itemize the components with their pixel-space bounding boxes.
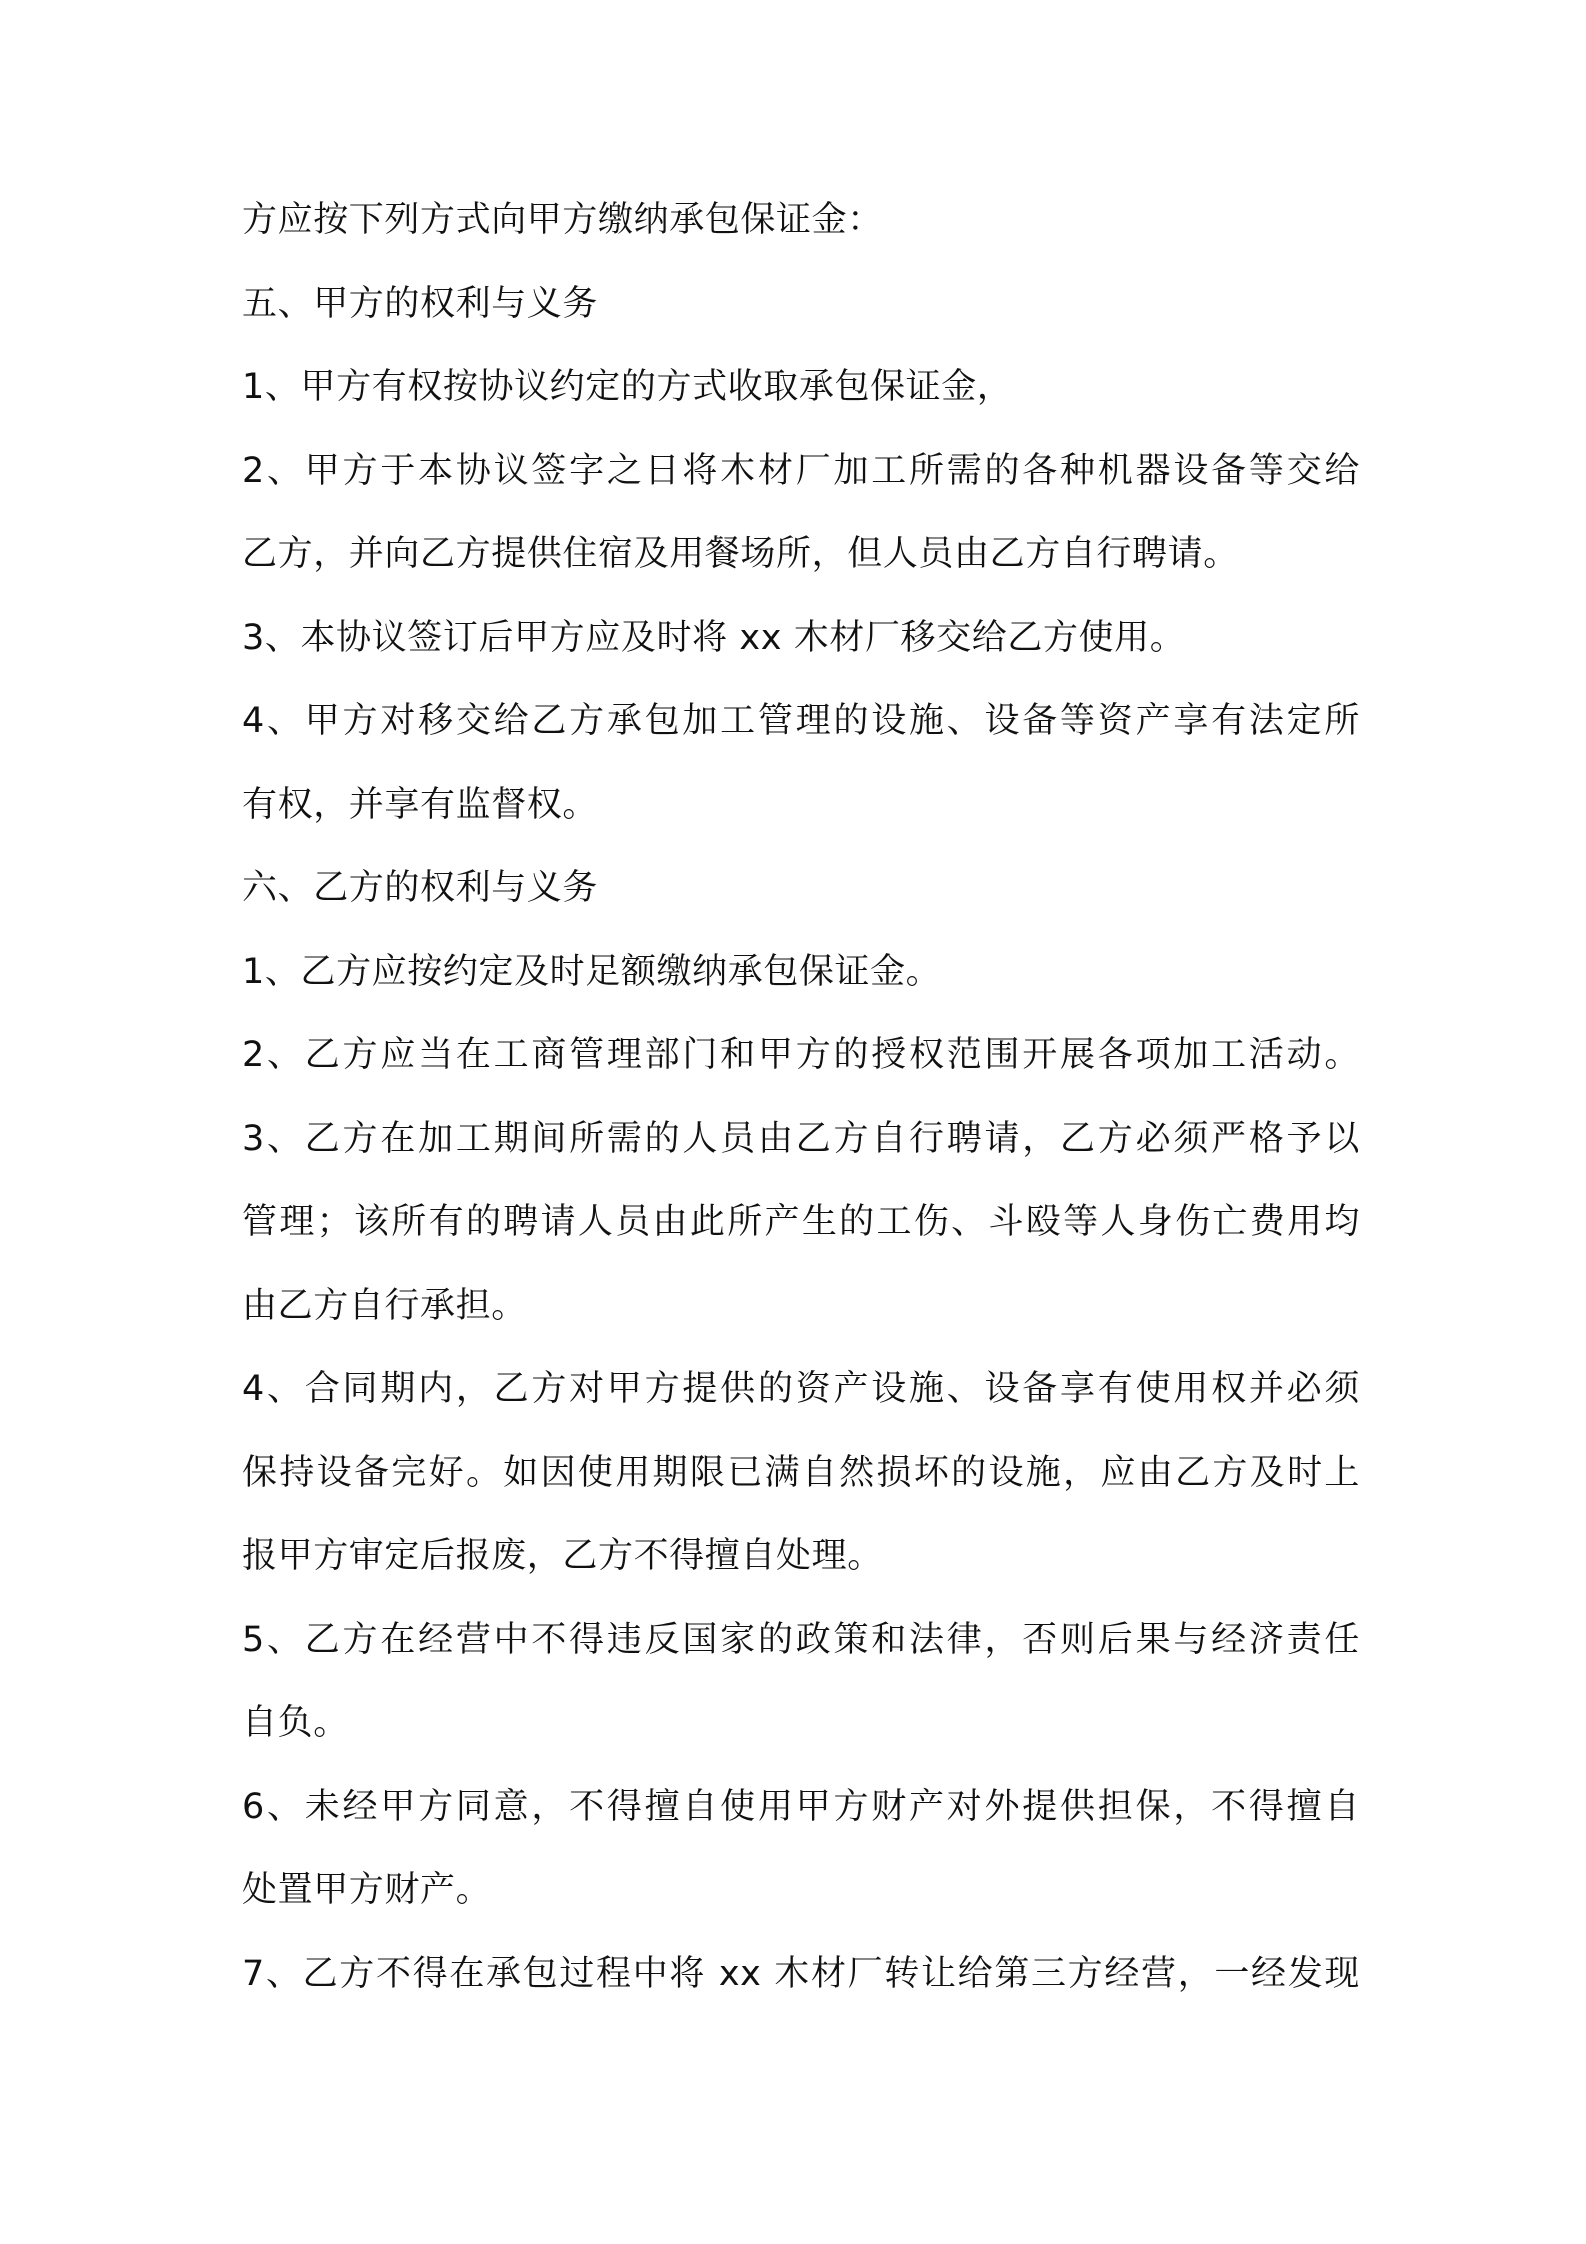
text-line: 1、乙方应按约定及时足额缴纳承包保证金。 — [242, 951, 942, 992]
text-line: 有权，并享有监督权。 — [242, 784, 599, 825]
text-line: 4、合同期内，乙方对甲方提供的资产设施、设备享有使用权并必须 — [242, 1369, 1360, 1409]
text-line: 由乙方自行承担。 — [242, 1285, 527, 1326]
section-heading: 五、甲方的权利与义务 — [242, 283, 599, 324]
text-line: 3、乙方在加工期间所需的人员由乙方自行聘请，乙方必须严格予以 — [242, 1118, 1360, 1159]
text-line: 6、未经甲方同意，不得擅自使用甲方财产对外提供担保，不得擅自 — [242, 1786, 1360, 1827]
document-body — [242, 196, 1360, 2033]
text-line: 保持设备完好。如因使用期限已满自然损坏的设施，应由乙方及时上 — [242, 1452, 1360, 1493]
text-line: 报甲方审定后报废，乙方不得擅自处理。 — [242, 1536, 883, 1576]
text-line: 5、乙方在经营中不得违反国家的政策和法律，否则后果与经济责任 — [242, 1619, 1360, 1660]
text-line: 2、乙方应当在工商管理部门和甲方的授权范围开展各项加工活动。 — [242, 1035, 1360, 1075]
text-line: 1、甲方有权按协议约定的方式收取承包保证金， — [242, 367, 1013, 407]
text-line: 7、乙方不得在承包过程中将 xx 木材厂转让给第三方经营，一经发现 — [242, 1953, 1360, 1994]
section-heading: 六、乙方的权利与义务 — [242, 868, 599, 908]
text-line: 管理；该所有的聘请人员由此所产生的工伤、斗殴等人身伤亡费用均 — [242, 1202, 1360, 1242]
text-line: 2、甲方于本协议签字之日将木材厂加工所需的各种机器设备等交给 — [242, 450, 1360, 491]
text-line: 3、本协议签订后甲方应及时将 xx 木材厂移交给乙方使用。 — [242, 617, 1186, 658]
text-line: 乙方，并向乙方提供住宿及用餐场所，但人员由乙方自行聘请。 — [242, 534, 1239, 574]
text-line: 4、甲方对移交给乙方承包加工管理的设施、设备等资产享有法定所 — [242, 701, 1360, 741]
text-line: 自负。 — [242, 1703, 349, 1743]
text-line: 处置甲方财产。 — [242, 1870, 492, 1910]
text-line: 方应按下列方式向甲方缴纳承包保证金： — [242, 200, 883, 240]
